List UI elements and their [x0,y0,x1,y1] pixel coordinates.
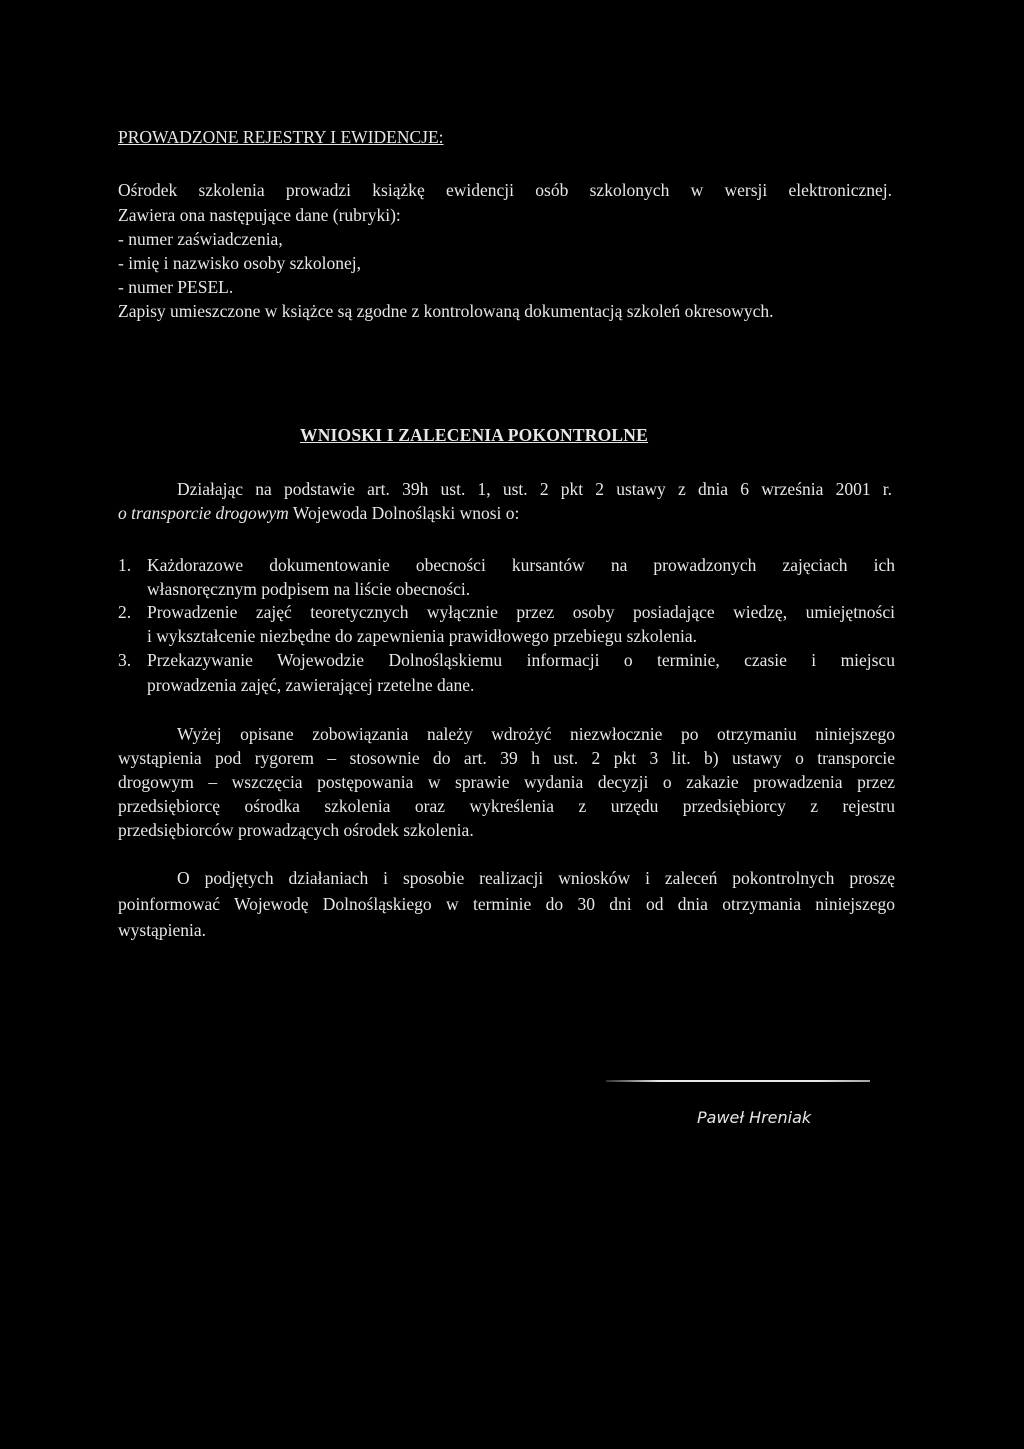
obligations-paragraph-line: wystąpienia pod rygorem – stosownie do art. 39 h ust. 2 pkt 3 lit. b) ustawy o transporcie [118,748,895,768]
registers-item: - numer zaświadczenia, [118,229,283,249]
intro-italic-act: o transporcie drogowym [118,503,289,523]
recommendation-line: i wykształcenie niezbędne do zapewnienia prawidłowego przebiegu szkolenia. [147,626,698,646]
intro-rest: Wojewoda Dolnośląski wnosi o: [288,503,520,523]
recommendation-line: Każdorazowe dokumentowanie obecności kursantów na prowadzonych zajęciach ich [147,555,895,575]
obligations-paragraph-line: drogowym – wszczęcia postępowania w sprawie wydania decyzji o zakazie prowadzenia przez [118,772,895,792]
signature-name: Paweł Hreniak [697,1108,812,1127]
obligations-paragraph-line: przedsiębiorców prowadzących ośrodek szkolenia. [118,820,474,840]
obligations-paragraph-line: Wyżej opisane zobowiązania należy wdrożyć niezwłocznie po otrzymaniu niniejszego [177,724,895,744]
report-request-line: wystąpienia. [118,920,206,940]
recommendation-line: własnoręcznym podpisem na liście obecności. [147,579,471,599]
registers-line-1: Ośrodek szkolenia prowadzi książkę ewidencji osób szkolonych w wersji elektronicznej. [118,180,892,200]
registers-line-3: Zapisy umieszczone w książce są zgodne z kontrolowaną dokumentacją szkoleń okresowych. [118,301,774,321]
report-request-line: poinformować Wojewodę Dolnośląskiego w terminie do 30 dni od dnia otrzymania niniejszego [118,894,895,914]
section-heading-registers: PROWADZONE REJESTRY I EWIDENCJE: [118,127,444,147]
recommendation-line: prowadzenia zajęć, zawierającej rzetelne dane. [147,675,475,695]
registers-line-2: Zawiera ona następujące dane (rubryki): [118,205,401,225]
registers-item: - imię i nazwisko osoby szkolonej, [118,253,362,273]
recommendation-line: Prowadzenie zajęć teoretycznych wyłącznie przez osoby posiadające wiedzę, umiejętności [147,602,895,622]
registers-item: - numer PESEL. [118,277,234,297]
report-request-line: O podjętych działaniach i sposobie realizacji wniosków i zaleceń pokontrolnych proszę [177,868,895,888]
intro-line-2 [118,501,519,525]
recommendation-number: 1. [118,555,132,575]
section-heading-recommendations: WNIOSKI I ZALECENIA POKONTROLNE [300,425,649,445]
recommendation-line: Przekazywanie Wojewodzie Dolnośląskiemu informacji o terminie, czasie i miejscu [147,650,895,670]
recommendation-number: 2. [118,602,132,622]
signature-line [606,1080,870,1082]
recommendation-number: 3. [118,650,132,670]
obligations-paragraph-line: przedsiębiorcę ośrodka szkolenia oraz wykreślenia z urzędu przedsiębiorcy z rejestru [118,796,895,816]
intro-line-1: Działając na podstawie art. 39h ust. 1, ust. 2 pkt 2 ustawy z dnia 6 września 2001 r. [177,479,892,499]
